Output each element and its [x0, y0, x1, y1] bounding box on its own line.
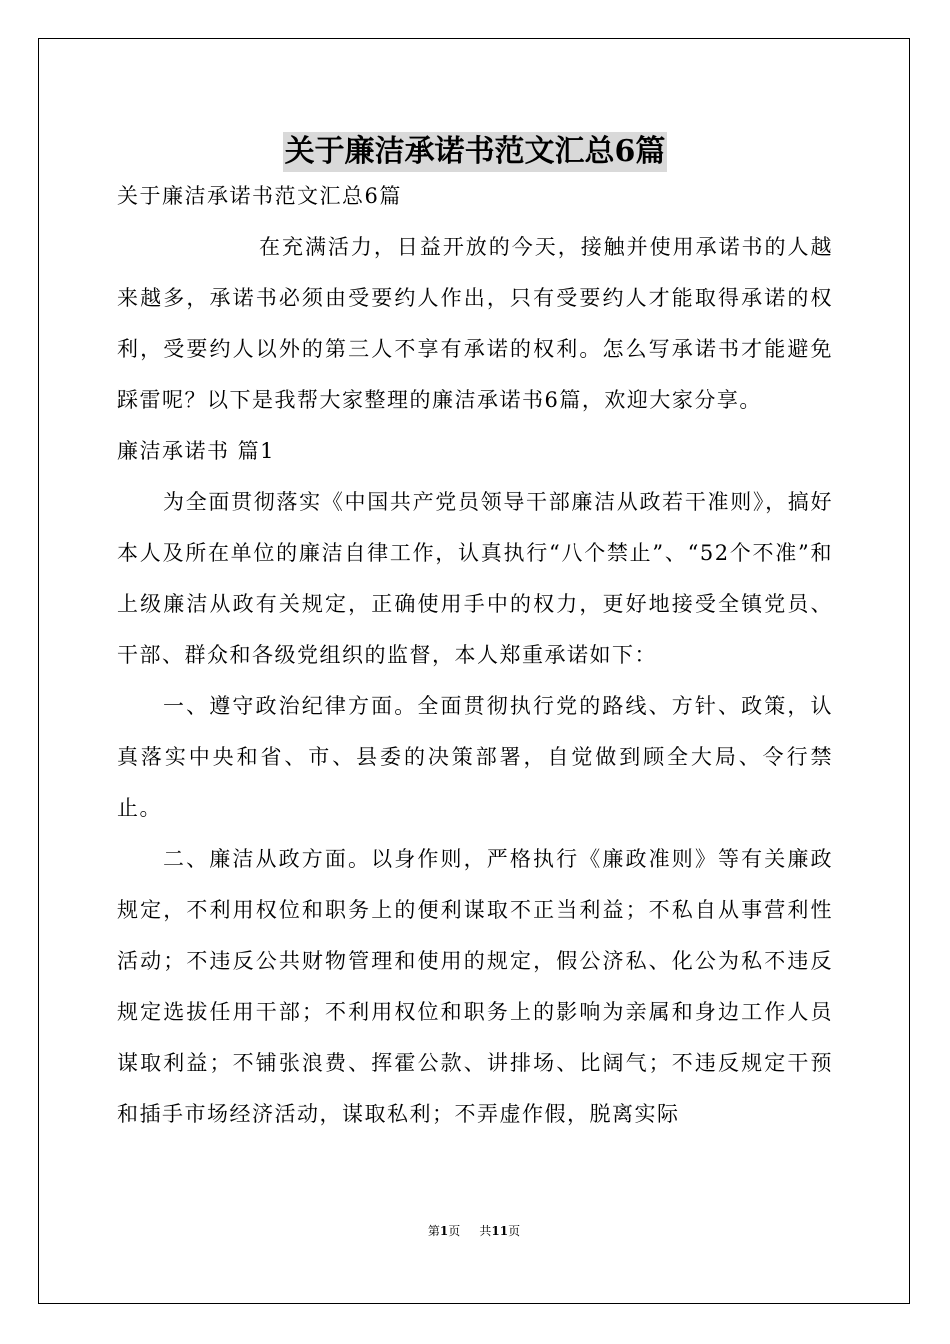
body-paragraph-2: 一、遵守政治纪律方面。全面贯彻执行党的路线、方针、政策，认真落实中央和省、市、县委的决策部署，自觉做到顾全大局、令行禁止。: [117, 694, 833, 820]
document-body: [117, 120, 833, 1140]
footer-page-prefix: 第: [427, 1224, 440, 1238]
page-footer: [38, 1222, 910, 1239]
footer-total-pages: 11: [491, 1224, 509, 1238]
document-title-text: 关于廉洁承诺书范文汇总6篇: [283, 132, 668, 172]
intro-paragraph: 在充满活力，日益开放的今天，接触并使用承诺书的人越来越多，承诺书必须由受要约人作出，只有受要约人才能取得承诺的权利，受要约人以外的第三人不享有承诺的权利。怎么写承诺书才能避免踩雷呢？以下是我帮大家整理的廉洁承诺书6篇，欢迎大家分享。: [117, 235, 833, 412]
footer-total-prefix: 共: [479, 1224, 492, 1238]
section-heading: 廉洁承诺书 篇1: [117, 439, 276, 463]
body-paragraph-3: 二、廉洁从政方面。以身作则，严格执行《廉政准则》等有关廉政规定，不利用权位和职务上的便利谋取不正当利益；不私自从事营利性活动；不违反公共财物管理和使用的规定，假公济私、化公为私不违反规定选拔任用干部；不利用权位和职务上的影响为亲属和身边工作人员谋取利益；不铺张浪费、挥霍公款、讲排场、比阔气；不违反规定干预和插手市场经济活动，谋取私利；不弄虚作假，脱离实际: [117, 847, 833, 1126]
document-subtitle: 关于廉洁承诺书范文汇总6篇: [117, 184, 402, 208]
footer-page-suffix: 页: [448, 1224, 461, 1238]
document-title: [117, 120, 833, 180]
footer-total-suffix: 页: [508, 1224, 521, 1238]
footer-page-number: 1: [439, 1224, 449, 1238]
body-paragraph-1: 为全面贯彻落实《中国共产党员领导干部廉洁从政若干准则》，搞好本人及所在单位的廉洁自律工作，认真执行“八个禁止”、“52个不准”和上级廉洁从政有关规定，正确使用手中的权力，更好地接受全镇党员、干部、群众和各级党组织的监督，本人郑重承诺如下：: [117, 490, 833, 667]
